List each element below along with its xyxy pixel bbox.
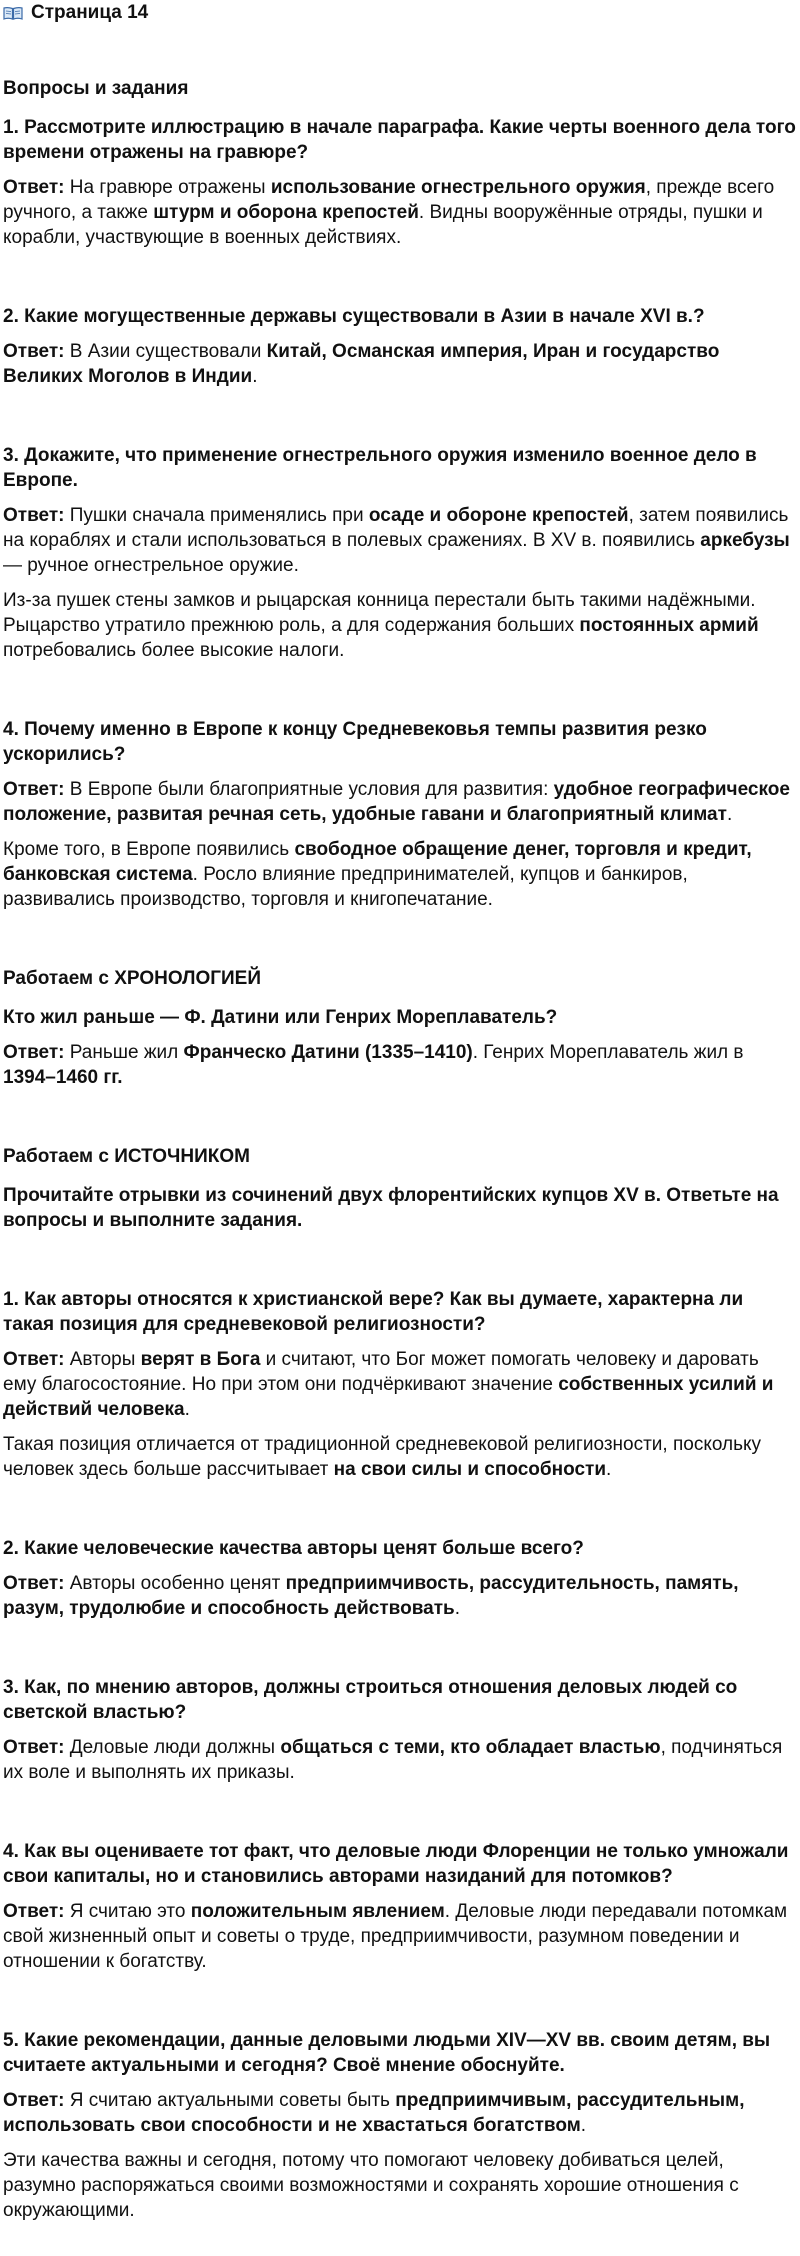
answer-2 xyxy=(3,339,796,389)
source-question-5: 5. Какие рекомендации, данные деловыми людьми XIV—XV вв. своим детям, вы считаете актуальными и сегодня? Своё мнение обоснуйте. xyxy=(3,2030,771,2076)
answer-text: Деловые люди должны xyxy=(64,1737,281,1758)
answer-bold: удобное географическое положение, развитая речная сеть, удобные гавани и благоприятный климат xyxy=(3,779,790,825)
answer-bold: верят в Бога xyxy=(140,1349,261,1370)
source-answer-4 xyxy=(3,1899,796,1974)
answer-bold: Франческо Датини (1335–1410) xyxy=(183,1042,473,1063)
answer-text: Из-за пушек стены замков и рыцарская конница перестали быть такими надёжными. Рыцарство утратило прежнюю роль, а для содержания больших xyxy=(3,590,756,636)
answer-bold: 1394–1460 гг. xyxy=(3,1067,123,1088)
answer-bold: собственных усилий и действий человека xyxy=(3,1374,774,1420)
answer-text: . Генрих Мореплаватель жил в xyxy=(472,1042,744,1063)
answer-label: Ответ: xyxy=(3,1349,65,1370)
answer-4-paragraph-2 xyxy=(3,837,796,912)
answer-bold: штурм и оборона крепостей xyxy=(153,202,419,223)
answer-bold: на свои силы и способности xyxy=(333,1459,606,1480)
answer-text: В Азии существовали xyxy=(64,341,267,362)
section-title-source: Работаем с ИСТОЧНИКОМ xyxy=(3,1146,250,1167)
source-answer-1-paragraph-2 xyxy=(3,1432,796,1482)
answer-text: Пушки сначала применялись при xyxy=(64,505,369,526)
answer-text: потребовались более высокие налоги. xyxy=(3,640,345,661)
answer-label: Ответ: xyxy=(3,2090,65,2111)
answer-label: Ответ: xyxy=(3,505,65,526)
answer-bold: Китай, Османская империя, Иран и государство Великих Моголов в Индии xyxy=(3,341,720,387)
source-answer-5 xyxy=(3,2088,796,2138)
answer-text: и считают, что Бог может помогать человеку и даровать ему благосостояние. Но при этом они подчёркивают значение xyxy=(3,1349,759,1395)
answer-text: Авторы xyxy=(64,1349,141,1370)
answer-text: В Европе были благоприятные условия для развития: xyxy=(64,779,554,800)
answer-text: Кроме того, в Европе появились xyxy=(3,839,295,860)
chronology-answer xyxy=(3,1040,796,1090)
answer-bold: предприимчивость, рассудительность, память, разум, трудолюбие и способность действовать xyxy=(3,1573,739,1619)
answer-text: , затем появились на кораблях и стали использоваться в полевых сражениях. В XV в. появились xyxy=(3,505,789,551)
answer-text: . Видны вооружённые отряды, пушки и корабли, участвующие в военных действиях. xyxy=(3,202,763,248)
answer-text: Авторы особенно ценят xyxy=(64,1573,286,1594)
question-1: 1. Рассмотрите иллюстрацию в начале параграфа. Какие черты военного дела того времени отражены на гравюре? xyxy=(3,117,796,163)
source-question-4: 4. Как вы оцениваете тот факт, что деловые люди Флоренции не только умножали свои капиталы, но и становились авторами назиданий для потомков? xyxy=(3,1841,789,1887)
book-icon xyxy=(3,6,23,21)
answer-bold: предприимчивым, рассудительным, использовать свои способности и не хвастаться богатством xyxy=(3,2090,745,2136)
source-answer-3 xyxy=(3,1735,796,1785)
answer-text: — ручное огнестрельное оружие. xyxy=(3,555,299,576)
answer-text: , подчиняться их воле и выполнять их приказы. xyxy=(3,1737,783,1783)
source-answer-1 xyxy=(3,1347,796,1422)
chronology-question: Кто жил раньше — Ф. Датини или Генрих Мореплаватель? xyxy=(3,1007,558,1028)
source-answer-5-paragraph-2: Эти качества важны и сегодня, потому что помогают человеку добиваться целей, разумно распоряжаться своими возможностями и сохранять хорошие отношения с окружающими. xyxy=(3,2150,739,2221)
answer-text: На гравюре отражены xyxy=(64,177,271,198)
answer-label: Ответ: xyxy=(3,1737,65,1758)
answer-text: . Деловые люди передавали потомкам свой жизненный опыт и советы о труде, предприимчивости, разумном поведении и отношении к богатству. xyxy=(3,1901,788,1972)
answer-text: . xyxy=(606,1459,612,1480)
question-4: 4. Почему именно в Европе к концу Средневековья темпы развития резко ускорились? xyxy=(3,719,707,765)
answer-label: Ответ: xyxy=(3,1042,65,1063)
page-title: Страница 14 xyxy=(31,2,149,23)
answer-3-paragraph-2 xyxy=(3,588,796,663)
answer-label: Ответ: xyxy=(3,779,65,800)
source-answer-2 xyxy=(3,1571,796,1621)
answer-bold: положительным явлением xyxy=(190,1901,445,1922)
answer-text: . xyxy=(726,804,733,825)
answer-bold: общаться с теми, кто обладает властью xyxy=(280,1737,661,1758)
answer-text: Такая позиция отличается от традиционной средневековой религиозности, поскольку человек здесь больше рассчитывает xyxy=(3,1434,762,1480)
answer-text: . xyxy=(252,366,258,387)
answer-4 xyxy=(3,777,796,827)
answer-bold: осаде и обороне крепостей xyxy=(368,505,629,526)
source-intro: Прочитайте отрывки из сочинений двух флорентийских купцов XV в. Ответьте на вопросы и выполните задания. xyxy=(3,1185,779,1231)
answer-bold: постоянных армий xyxy=(579,615,759,636)
page-header xyxy=(3,0,796,26)
answer-text: . xyxy=(184,1399,190,1420)
section-title-questions: Вопросы и задания xyxy=(3,78,189,99)
answer-3 xyxy=(3,503,796,578)
question-2: 2. Какие могущественные державы существовали в Азии в начале XVI в.? xyxy=(3,306,705,327)
answer-text: . xyxy=(580,2115,587,2136)
section-title-chronology: Работаем с ХРОНОЛОГИЕЙ xyxy=(3,968,261,989)
answer-bold: использование огнестрельного оружия xyxy=(270,177,646,198)
answer-bold: аркебузы xyxy=(700,530,790,551)
answer-label: Ответ: xyxy=(3,1901,65,1922)
answer-text: , прежде всего ручного, а также xyxy=(3,177,775,223)
answer-1 xyxy=(3,175,796,250)
source-question-2: 2. Какие человеческие качества авторы ценят больше всего? xyxy=(3,1538,584,1559)
answer-label: Ответ: xyxy=(3,177,65,198)
answer-text: Я считаю это xyxy=(64,1901,191,1922)
source-question-1: 1. Как авторы относятся к христианской вере? Как вы думаете, характерна ли такая позиция для средневековой религиозности? xyxy=(3,1289,744,1335)
source-question-3: 3. Как, по мнению авторов, должны строиться отношения деловых людей со светской властью? xyxy=(3,1677,738,1723)
question-3: 3. Докажите, что применение огнестрельного оружия изменило военное дело в Европе. xyxy=(3,445,757,491)
answer-text: . Росло влияние предпринимателей, купцов и банкиров, развивались производство, торговля и книгопечатание. xyxy=(3,864,688,910)
answer-label: Ответ: xyxy=(3,1573,65,1594)
answer-text: Раньше жил xyxy=(64,1042,184,1063)
answer-label: Ответ: xyxy=(3,341,65,362)
answer-text: . xyxy=(454,1598,460,1619)
answer-text: Я считаю актуальными советы быть xyxy=(64,2090,396,2111)
answer-bold: свободное обращение денег, торговля и кредит, банковская система xyxy=(3,839,752,885)
